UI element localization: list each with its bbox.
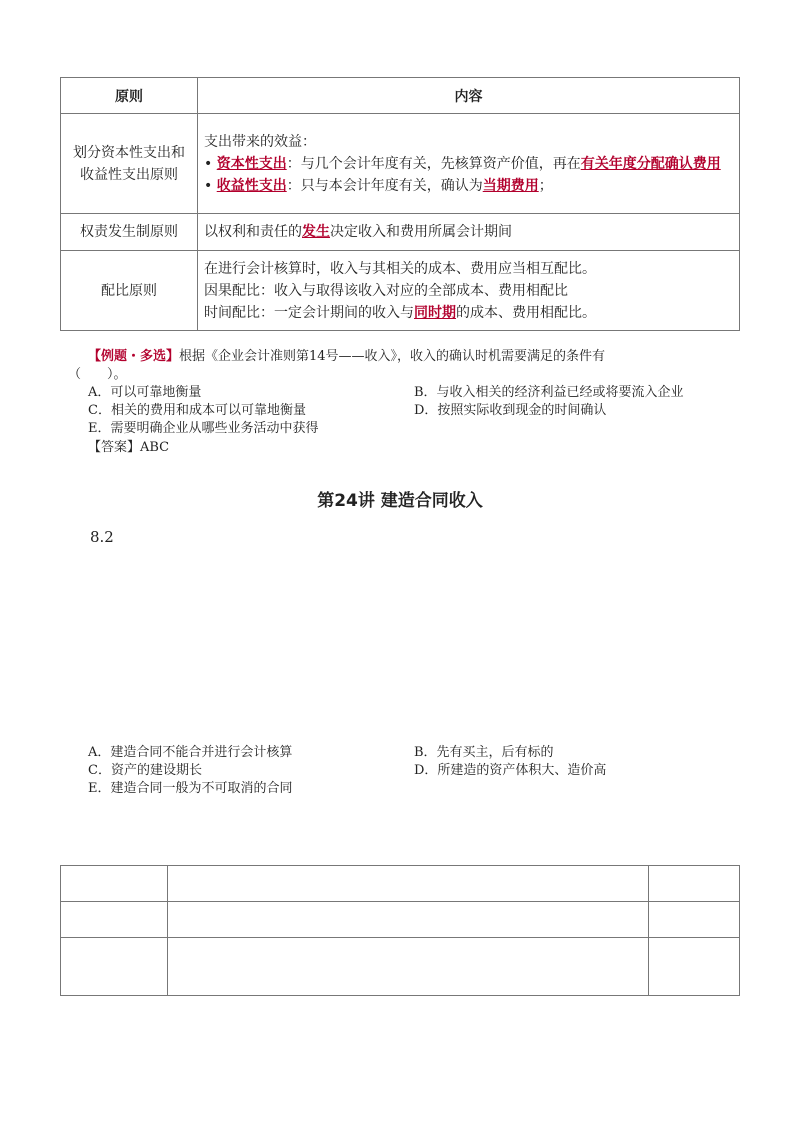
example-question-text: 根据《企业会计准则第14号——收入》，收入的确认时机需要满足的条件有 bbox=[179, 349, 606, 364]
revenue-text: ：只与本会计年度有关，确认为 bbox=[286, 177, 483, 194]
bullet-capital bbox=[204, 153, 733, 175]
empty-cell bbox=[61, 866, 168, 902]
section-number: 8.2 bbox=[90, 528, 114, 546]
option-b: B．与收入相关的经济利益已经或将要流入企业 bbox=[414, 385, 684, 400]
lecture-title: 第24讲 建造合同收入 bbox=[317, 491, 483, 511]
option2-e: E．建造合同一般为不可取消的合同 bbox=[88, 781, 293, 796]
bullet-dot: • bbox=[204, 155, 213, 172]
term-capital-expenditure: 资本性支出 bbox=[216, 155, 287, 172]
principle-name-line1: 划分资本性支出和 bbox=[73, 144, 185, 161]
content-intro: 支出带来的效益： bbox=[204, 133, 316, 150]
empty-table bbox=[60, 865, 740, 996]
empty-cell bbox=[649, 938, 740, 996]
bullet-dot: • bbox=[204, 177, 213, 194]
example-paren: （ ）。 bbox=[68, 367, 127, 382]
principle-name-capital-revenue bbox=[61, 114, 198, 214]
empty-cell bbox=[168, 938, 649, 996]
revenue-highlight: 当期费用 bbox=[482, 177, 539, 194]
capital-highlight: 有关年度分配确认费用 bbox=[580, 155, 721, 172]
accrual-pre: 以权利和责任的 bbox=[204, 224, 302, 240]
matching-line3-pre: 时间配比：一定会计期间的收入与 bbox=[204, 304, 414, 321]
accrual-post: 决定收入和费用所属会计期间 bbox=[330, 224, 512, 240]
option-a: A．可以可靠地衡量 bbox=[88, 385, 202, 400]
option2-c: C．资产的建设期长 bbox=[88, 763, 202, 778]
option2-a: A．建造合同不能合并进行会计核算 bbox=[88, 745, 293, 760]
matching-highlight: 同时期 bbox=[414, 304, 456, 321]
principle-name-line2: 收益性支出原则 bbox=[80, 166, 178, 183]
matching-line3 bbox=[204, 302, 733, 324]
header-principle: 原则 bbox=[61, 78, 198, 114]
example-question bbox=[88, 348, 605, 366]
matching-line1: 在进行会计核算时，收入与其相关的成本、费用应当相互配比。 bbox=[204, 260, 596, 277]
principle-content-accrual bbox=[198, 214, 740, 251]
option-e: E．需要明确企业从哪些业务活动中获得 bbox=[88, 421, 319, 436]
example-tag: 【例题・多选】 bbox=[88, 349, 180, 364]
principles-table bbox=[60, 77, 740, 331]
empty-cell bbox=[61, 938, 168, 996]
principle-content-capital-revenue bbox=[198, 114, 740, 214]
accrual-highlight: 发生 bbox=[302, 224, 330, 240]
empty-cell bbox=[168, 902, 649, 938]
matching-line3-post: 的成本、费用相配比。 bbox=[456, 304, 596, 321]
revenue-end: ； bbox=[538, 177, 553, 194]
option-c: C．相关的费用和成本可以可靠地衡量 bbox=[88, 403, 306, 418]
term-revenue-expenditure: 收益性支出 bbox=[216, 177, 287, 194]
option-d: D．按照实际收到现金的时间确认 bbox=[414, 403, 607, 418]
option2-d: D．所建造的资产体积大、造价高 bbox=[414, 763, 607, 778]
bullet-revenue bbox=[204, 175, 733, 197]
empty-cell bbox=[649, 866, 740, 902]
matching-line2: 因果配比：收入与取得该收入对应的全部成本、费用相配比 bbox=[204, 282, 568, 299]
principle-name-matching: 配比原则 bbox=[61, 251, 198, 331]
empty-cell bbox=[649, 902, 740, 938]
principle-content-matching bbox=[198, 251, 740, 331]
header-content: 内容 bbox=[198, 78, 740, 114]
capital-text: ：与几个会计年度有关，先核算资产价值，再在 bbox=[286, 155, 581, 172]
option2-b: B．先有买主，后有标的 bbox=[414, 745, 554, 760]
example-answer: 【答案】ABC bbox=[88, 440, 170, 455]
empty-cell bbox=[168, 866, 649, 902]
empty-cell bbox=[61, 902, 168, 938]
principle-name-accrual: 权责发生制原则 bbox=[61, 214, 198, 251]
